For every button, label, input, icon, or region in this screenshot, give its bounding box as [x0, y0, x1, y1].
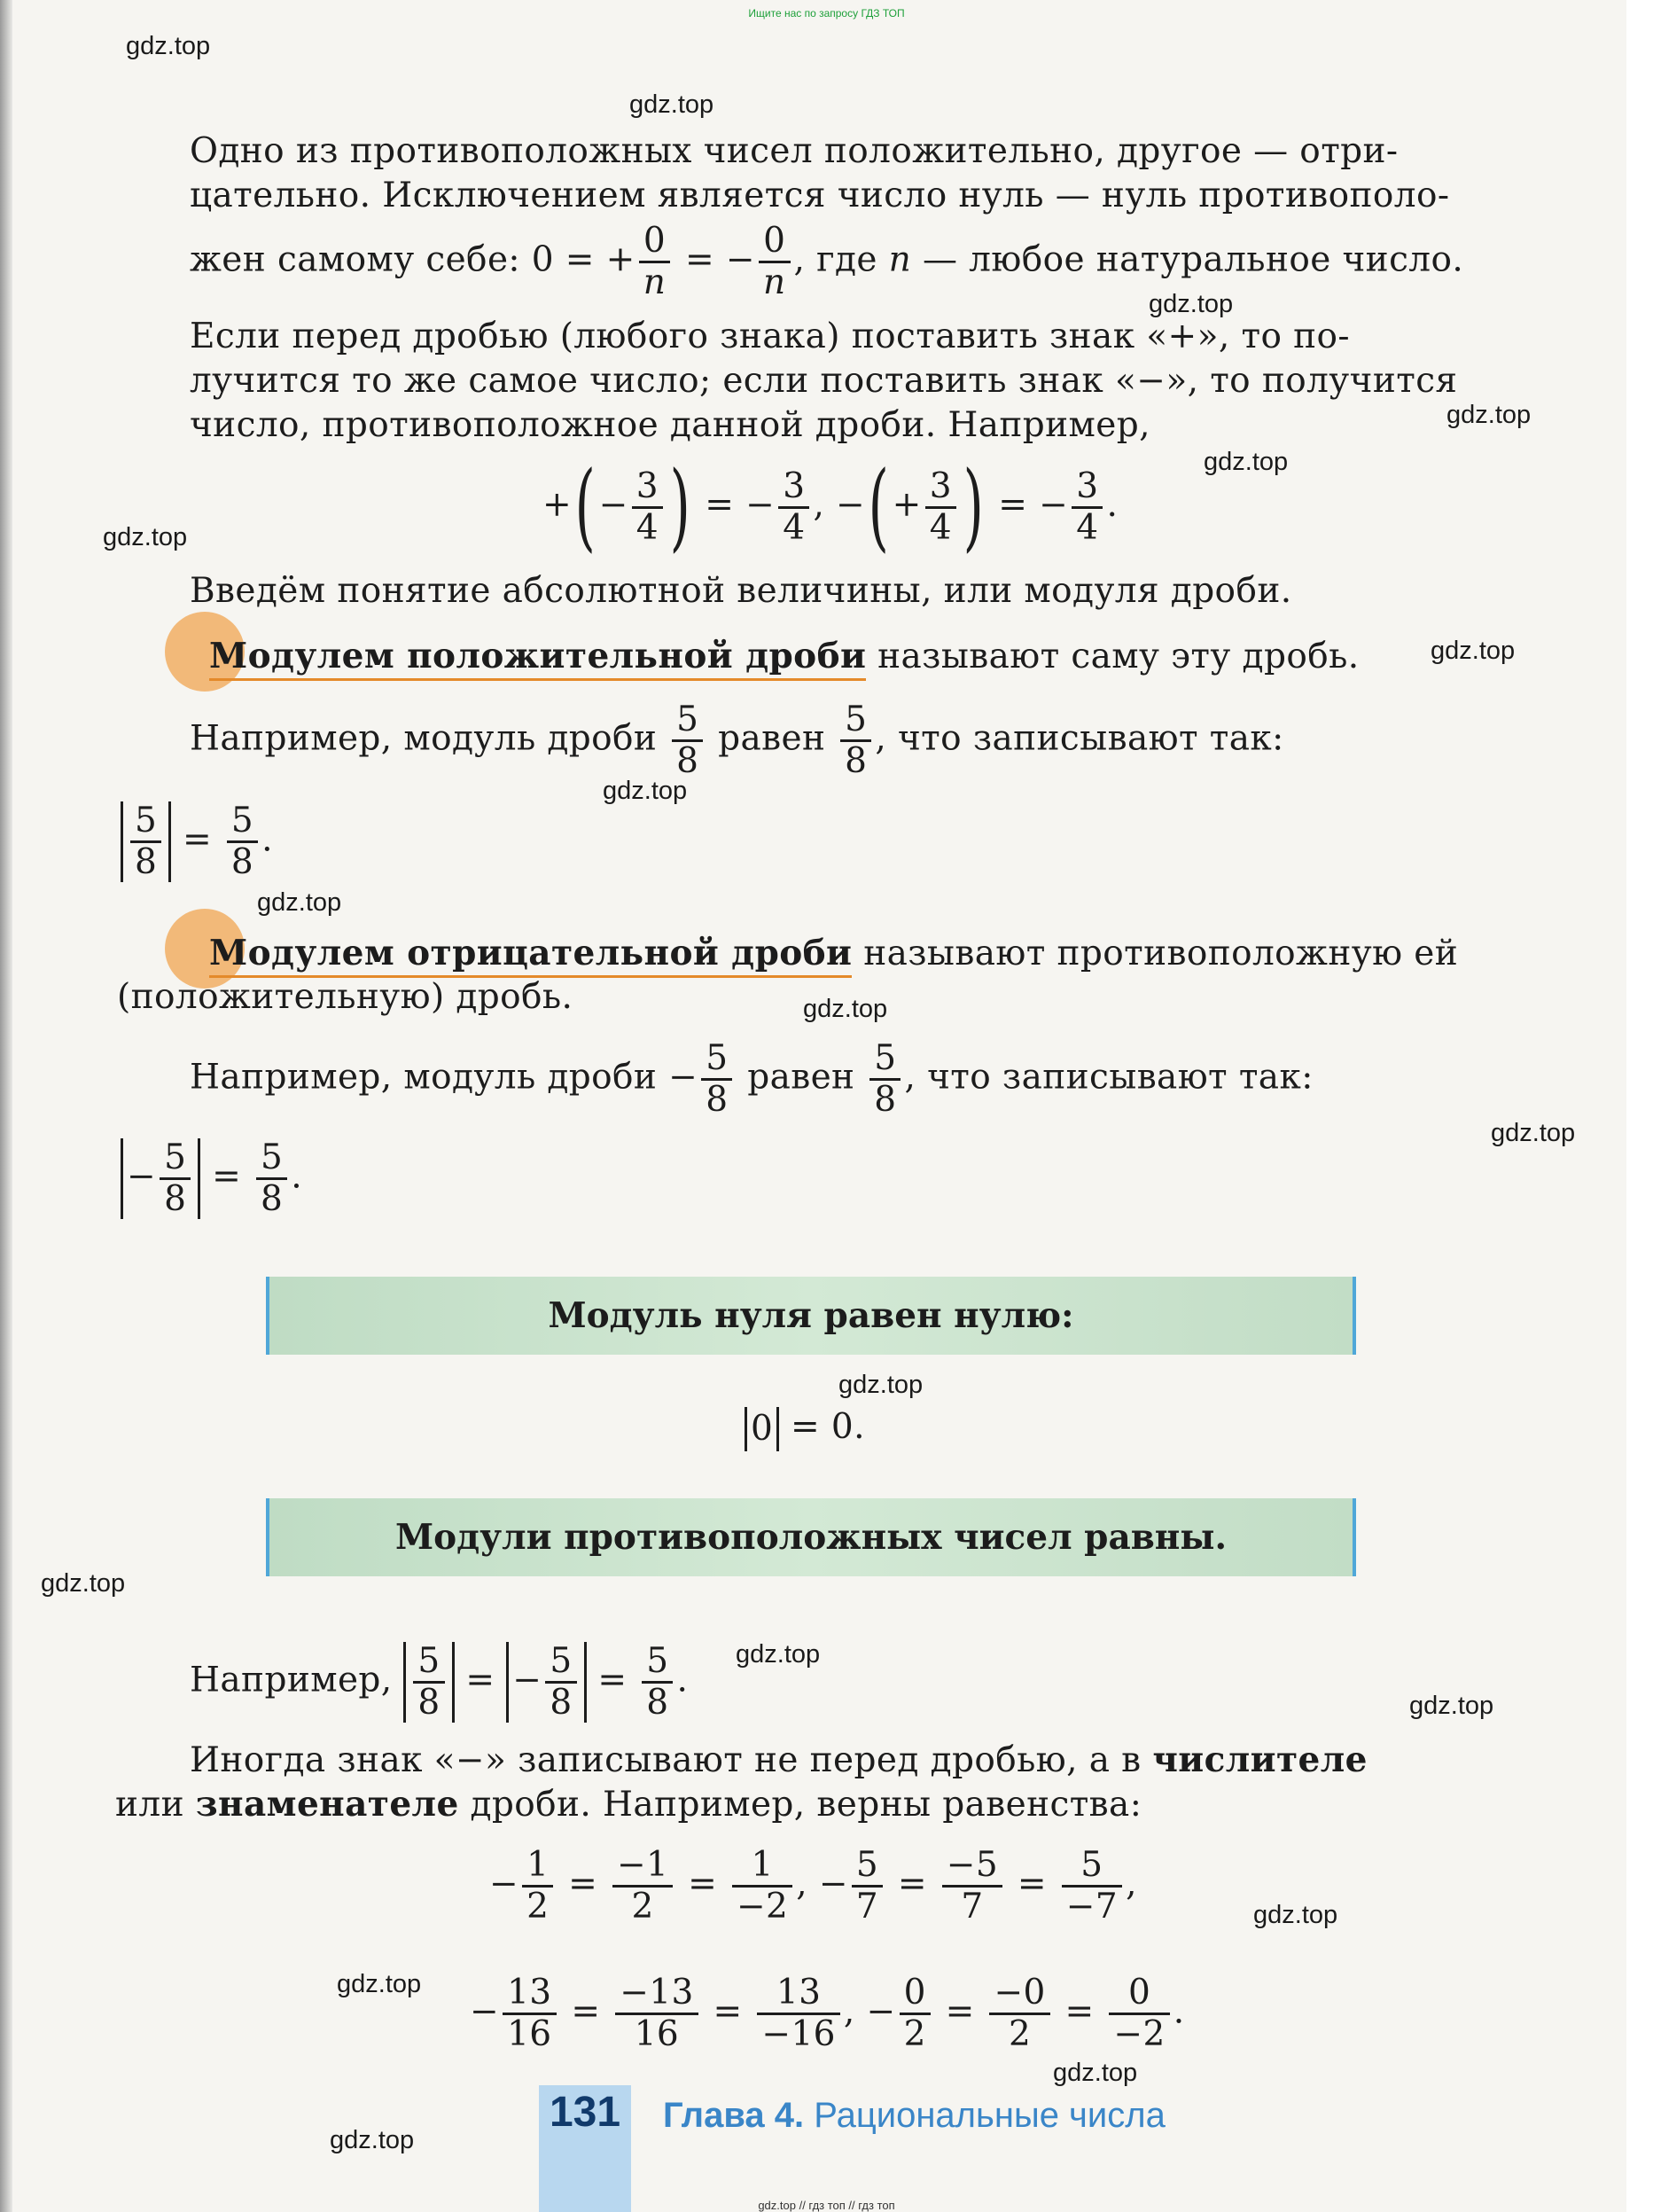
- fraction: $\frac{0}{n}$: [759, 222, 791, 302]
- watermark: gdz.top: [103, 523, 188, 551]
- paragraph-line: (положительную) дробь.: [117, 977, 573, 1017]
- paragraph-line: Иногда знак «−» записывают не перед дробью, а в числителе: [190, 1739, 1368, 1780]
- paragraph-line: число, противоположное данной дроби. Например,: [190, 405, 1150, 445]
- example-line: Например, модуль дроби $\frac{5}{8}$ равен $\frac{5}{8}$ , что записывают так:: [190, 700, 1284, 781]
- equalities-row: − $\frac{1}{2}$ = $\frac{-1}{2}$ = $\frac{1}{-2}$ , − $\frac{5}{7}$ = $\frac{-5}{7}$ = $\frac{5}{-7}$ ,: [489, 1845, 1137, 1927]
- page-margin: [1626, 0, 1653, 2212]
- watermark: gdz.top: [330, 2126, 415, 2154]
- formula-opposite: +(− $\frac{3}{4}$ ) = − $\frac{3}{4}$ , −(+ $\frac{3}{4}$ ) = − $\frac{3}{4}$ .: [542, 451, 1119, 562]
- watermark: gdz.top: [1431, 637, 1516, 665]
- watermark: gdz.top: [736, 1640, 821, 1669]
- watermark: gdz.top: [337, 1970, 422, 1998]
- rule-box-zero: Модуль нуля равен нулю:: [266, 1277, 1356, 1355]
- top-note: Ищите нас по запросу ГДЗ ТОП: [748, 7, 905, 20]
- watermark: gdz.top: [41, 1569, 126, 1598]
- paragraph-line: жен самому себе: 0 = + $\frac{0}{n}$ = − $\frac{0}{n}$ , где n — любое натуральное число.: [190, 221, 1464, 302]
- rule-box-opposite: Модули противоположных чисел равны.: [266, 1498, 1356, 1576]
- paragraph-line: Одно из противоположных чисел положительно, другое — отри-: [190, 131, 1399, 171]
- watermark: gdz.top: [1253, 1901, 1338, 1929]
- watermark: gdz.top: [1446, 401, 1532, 429]
- chapter-title: Глава 4. Рациональные числа: [663, 2096, 1166, 2135]
- paragraph-line: или знаменателе дроби. Например, верны равенства:: [115, 1784, 1142, 1825]
- paragraph-line: цательно. Исключением является число нуль — нуль противополо-: [190, 176, 1450, 215]
- watermark: gdz.top: [1491, 1119, 1576, 1147]
- watermark: gdz.top: [257, 888, 342, 917]
- paragraph-line: лучится то же самое число; если поставить знак «−», то получится: [190, 361, 1458, 401]
- watermark: gdz.top: [629, 90, 714, 119]
- watermark: gdz.top: [1409, 1692, 1494, 1720]
- watermark: gdz.top: [603, 777, 688, 805]
- formula-zero: 0 = 0.: [745, 1405, 865, 1451]
- watermark: gdz.top: [126, 32, 211, 60]
- watermark: gdz.top: [1149, 290, 1234, 318]
- formula-abs-negative: − $\frac{5}{8}$ = $\frac{5}{8}$ .: [121, 1138, 302, 1219]
- definition-positive: Модулем положительной дроби называют саму эту дробь.: [209, 634, 1360, 679]
- watermark: gdz.top: [1204, 448, 1289, 476]
- example-line: Например, модуль дроби − $\frac{5}{8}$ равен $\frac{5}{8}$ , что записывают так:: [190, 1038, 1314, 1120]
- example-line: Например, $\frac{5}{8}$ = − $\frac{5}{8}$ = $\frac{5}{8}$ .: [190, 1641, 689, 1723]
- watermark: gdz.top: [838, 1371, 924, 1399]
- page-edge: [0, 0, 12, 2212]
- paragraph-line: Введём понятие абсолютной величины, или модуля дроби.: [190, 571, 1292, 611]
- watermark: gdz.top: [1053, 2059, 1138, 2087]
- definition-negative: Модулем отрицательной дроби называют противоположную ей: [209, 931, 1458, 976]
- watermark: gdz.top: [803, 995, 888, 1023]
- page-number: 131: [549, 2089, 621, 2136]
- bottom-note: gdz.top // гдз топ // гдз топ: [758, 2199, 895, 2212]
- formula-abs-positive: $\frac{5}{8}$ = $\frac{5}{8}$ .: [121, 801, 273, 882]
- fraction: $\frac{0}{n}$: [639, 222, 671, 302]
- equalities-row: − $\frac{13}{16}$ = $\frac{-13}{16}$ = $\frac{13}{-16}$ , − $\frac{0}{2}$ = $\frac{-0}{2}$ = $\frac{0}{-2}$ .: [470, 1973, 1185, 2054]
- paragraph-line: Если перед дробью (любого знака) поставить знак «+», то по-: [190, 317, 1350, 356]
